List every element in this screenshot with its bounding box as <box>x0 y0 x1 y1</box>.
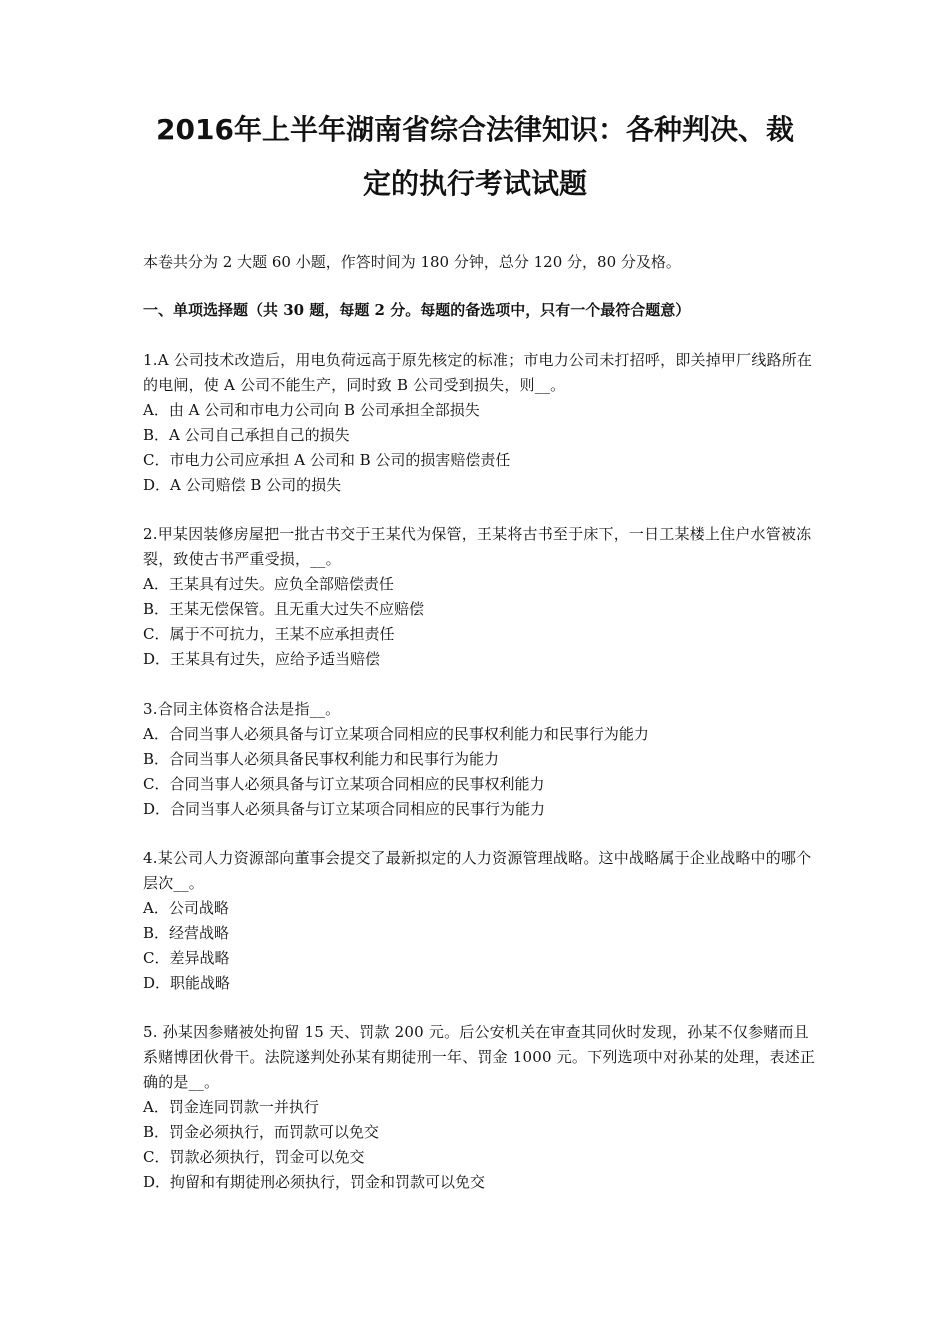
document-title-line-1: 2016年上半年湖南省综合法律知识：各种判决、裁 <box>156 113 794 146</box>
option-b: B．合同当事人必须具备民事权利能力和民事行为能力 <box>143 750 500 768</box>
option-c: C．罚款必须执行，罚金可以免交 <box>143 1148 365 1166</box>
question-stem: 2.甲某因装修房屋把一批古书交于王某代为保管，王某将古书至于床下，一日工某楼上住户水管被冻裂，致使古书严重受损，__。 <box>143 525 812 568</box>
question-2 <box>143 522 823 672</box>
option-a: A．罚金连同罚款一并执行 <box>143 1098 319 1116</box>
document-title-line-2: 定的执行考试试题 <box>362 167 587 200</box>
option-a: A．王某具有过失。应负全部赔偿责任 <box>143 575 394 593</box>
option-d: D．拘留和有期徒刑必须执行，罚金和罚款可以免交 <box>143 1173 486 1191</box>
option-a: A．公司战略 <box>143 899 229 917</box>
section-heading: 一、单项选择题（共 30 题，每题 2 分。每题的备选项中，只有一个最符合题意） <box>143 301 691 319</box>
option-a: A．由 A 公司和市电力公司向 B 公司承担全部损失 <box>143 401 480 419</box>
option-c: C．属于不可抗力，王某不应承担责任 <box>143 625 395 643</box>
option-d: D．合同当事人必须具备与订立某项合同相应的民事行为能力 <box>143 800 546 818</box>
question-stem: 1.A 公司技术改造后，用电负荷远高于原先核定的标准；市电力公司未打招呼，即关掉甲厂线路所在的电闸，使 A 公司不能生产，同时致 B 公司受到损失，则__。 <box>143 351 813 394</box>
exam-intro: 本卷共分为 2 大题 60 小题，作答时间为 180 分钟，总分 120 分，80 分及格。 <box>143 253 681 271</box>
question-stem: 4.某公司人力资源部向董事会提交了最新拟定的人力资源管理战略。这中战略属于企业战略中的哪个层次__。 <box>143 849 812 892</box>
question-stem: 5. 孙某因参赌被处拘留 15 天、罚款 200 元。后公安机关在审查其同伙时发现，孙某不仅参赌而且系赌博团伙骨干。法院遂判处孙某有期徒刑一年、罚金 1000 元。下列选项中对孙某的处理，表述正确的是__。 <box>143 1023 816 1091</box>
question-3 <box>143 697 823 822</box>
option-c: C．合同当事人必须具备与订立某项合同相应的民事权利能力 <box>143 775 545 793</box>
option-a: A．合同当事人必须具备与订立某项合同相应的民事权利能力和民事行为能力 <box>143 725 649 743</box>
option-b: B．经营战略 <box>143 924 230 942</box>
option-b: B．A 公司自己承担自己的损失 <box>143 426 350 444</box>
option-d: D．A 公司赔偿 B 公司的损失 <box>143 476 342 494</box>
option-b: B．王某无偿保管。且无重大过失不应赔偿 <box>143 600 425 618</box>
option-c: C．差异战略 <box>143 949 230 967</box>
question-1 <box>143 348 823 498</box>
question-4 <box>143 846 823 996</box>
option-d: D．王某具有过失，应给予适当赔偿 <box>143 650 381 668</box>
question-stem: 3.合同主体资格合法是指__。 <box>143 700 341 718</box>
option-b: B．罚金必须执行，而罚款可以免交 <box>143 1123 380 1141</box>
question-5 <box>143 1020 823 1195</box>
option-c: C．市电力公司应承担 A 公司和 B 公司的损害赔偿责任 <box>143 451 511 469</box>
option-d: D．职能战略 <box>143 974 231 992</box>
